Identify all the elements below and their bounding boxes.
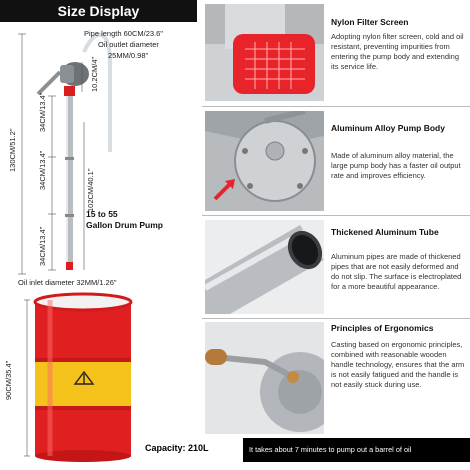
feature-title-1: Nylon Filter Screen <box>331 17 409 27</box>
oil-drum <box>20 292 140 464</box>
feature-text-1: Adopting nylon filter screen, cold and oil resistant, preventing impurities from entering the pump body and extending its service life. <box>331 32 464 71</box>
wooden-handle <box>205 349 227 365</box>
oil-outlet-value: 25MM/0.98" <box>108 51 149 60</box>
segment-top-label: 34CM/13.4" <box>38 92 47 132</box>
feature-title-3: Thickened Aluminum Tube <box>331 227 439 237</box>
capacity-label: Capacity: 210L <box>145 443 209 453</box>
drum-tag-line1: 15 to 55 <box>86 209 118 219</box>
divider <box>202 106 470 107</box>
drum-tag-line2: Gallon Drum Pump <box>86 220 163 230</box>
drum-size-tag <box>86 209 163 231</box>
pump-diagram <box>0 22 200 284</box>
drum-height-label: 90CM/35.4" <box>4 360 13 400</box>
oil-outlet-label: Oil outlet diameter <box>98 40 159 49</box>
feature-text-4: Casting based on ergonomic principles, combined with reasonable wooden handle technology, ensures that the arm is not easily fatigued and the handle is not easily stuck during use. <box>331 340 465 389</box>
inner-length-label: 102CM/40.1" <box>86 168 95 212</box>
capacity-note: It takes about 7 minutes to pump out a barrel of oil <box>243 438 470 462</box>
feature-text-3: Aluminum pipes are made of thickened pipes that are not easily deformed and do not slip. The surface is electroplated for a more beautiful appearance. <box>331 252 462 291</box>
filter-screen-image <box>205 4 324 101</box>
total-height-label: 130CM/51.2" <box>8 128 17 172</box>
divider <box>202 318 470 319</box>
feature-title-2: Aluminum Alloy Pump Body <box>331 123 445 133</box>
filter-red <box>233 34 315 94</box>
ergonomic-handle-image <box>205 322 324 434</box>
pipe-length-label: Pipe length 60CM/23.6" <box>84 29 163 38</box>
feature-text-2: Made of aluminum alloy material, the large pump body has a faster oil output rate and improves efficiency. <box>331 151 461 180</box>
aluminum-tube-image <box>205 220 324 314</box>
feature-title-4: Principles of Ergonomics <box>331 323 434 333</box>
page-title: Size Display <box>0 0 197 22</box>
outlet-height-label: 10.2CM/4" <box>90 56 99 92</box>
segment-mid-label: 34CM/13.4" <box>38 150 47 190</box>
segment-bottom-label: 34CM/13.4" <box>38 226 47 266</box>
red-collar <box>64 86 75 96</box>
hose <box>84 35 110 152</box>
oil-inlet-label: Oil inlet diameter 32MM/1.26" <box>18 278 117 287</box>
pump-body-image <box>205 111 324 211</box>
divider <box>202 215 470 216</box>
